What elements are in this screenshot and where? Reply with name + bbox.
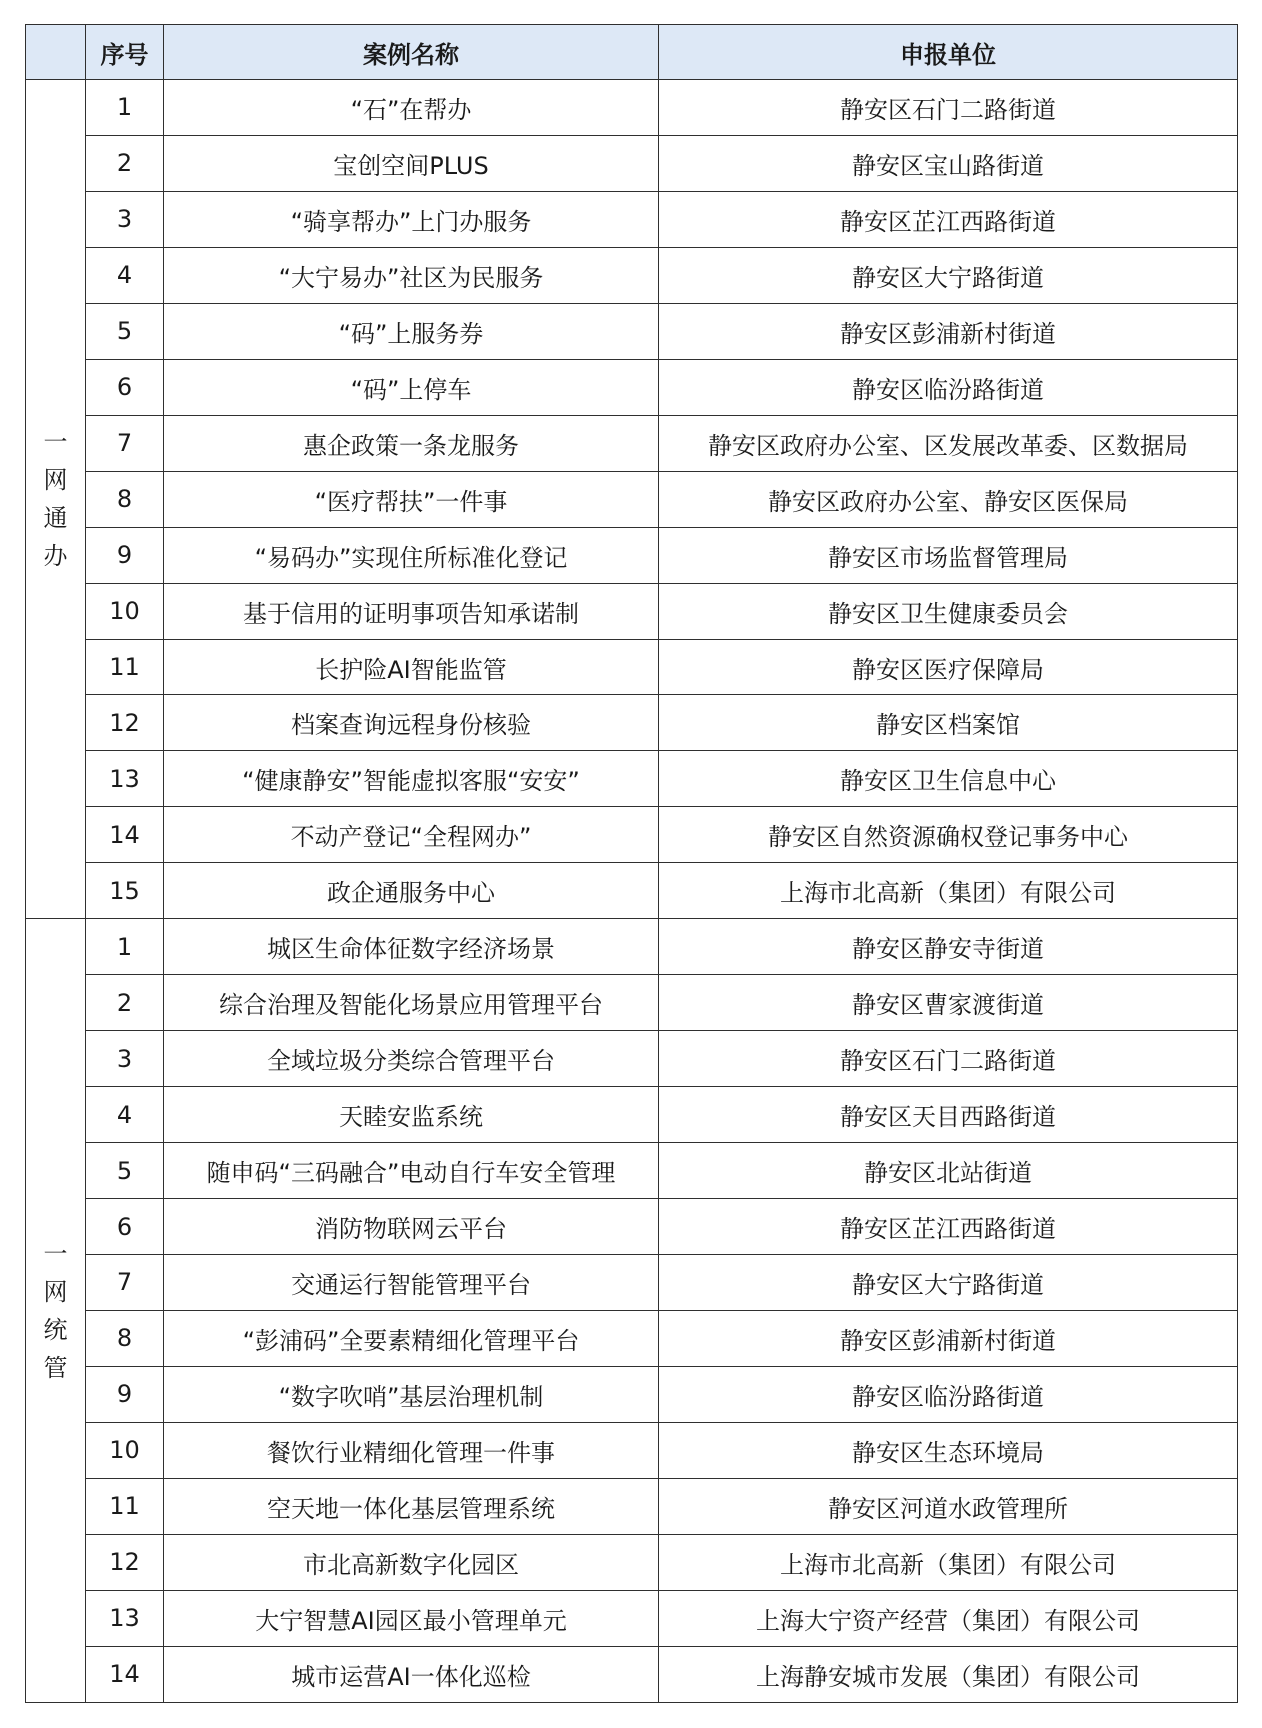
table-body bbox=[26, 80, 1238, 1703]
serial-number-cell: 2 bbox=[86, 975, 164, 1031]
reporting-unit-cell: 静安区档案馆 bbox=[659, 695, 1238, 751]
serial-number-cell: 13 bbox=[86, 751, 164, 807]
serial-number-cell: 14 bbox=[86, 807, 164, 863]
reporting-unit-cell: 静安区宝山路街道 bbox=[659, 135, 1238, 191]
case-name-cell: “石”在帮办 bbox=[164, 80, 659, 136]
case-name-cell: 消防物联网云平台 bbox=[164, 1199, 659, 1255]
serial-number-cell: 10 bbox=[86, 583, 164, 639]
reporting-unit-cell: 静安区彭浦新村街道 bbox=[659, 303, 1238, 359]
group-label bbox=[26, 80, 86, 919]
reporting-unit-cell: 静安区临汾路街道 bbox=[659, 359, 1238, 415]
reporting-unit-cell: 静安区天目西路街道 bbox=[659, 1087, 1238, 1143]
case-name-cell: 随申码“三码融合”电动自行车安全管理 bbox=[164, 1143, 659, 1199]
reporting-unit-cell: 上海市北高新（集团）有限公司 bbox=[659, 863, 1238, 919]
table-row bbox=[26, 135, 1238, 191]
table-row bbox=[26, 1255, 1238, 1311]
case-name-cell: 不动产登记“全程网办” bbox=[164, 807, 659, 863]
case-name-cell: “易码办”实现住所标准化登记 bbox=[164, 527, 659, 583]
header-category bbox=[26, 25, 86, 80]
serial-number-cell: 12 bbox=[86, 1534, 164, 1590]
table-row bbox=[26, 527, 1238, 583]
case-name-cell: 天睦安监系统 bbox=[164, 1087, 659, 1143]
table-row bbox=[26, 471, 1238, 527]
case-name-cell: 综合治理及智能化场景应用管理平台 bbox=[164, 975, 659, 1031]
reporting-unit-cell: 静安区大宁路街道 bbox=[659, 1255, 1238, 1311]
serial-number-cell: 9 bbox=[86, 1366, 164, 1422]
serial-number-cell: 7 bbox=[86, 415, 164, 471]
case-name-cell: “数字吹哨”基层治理机制 bbox=[164, 1366, 659, 1422]
table-row bbox=[26, 1478, 1238, 1534]
reporting-unit-cell: 静安区曹家渡街道 bbox=[659, 975, 1238, 1031]
table-row bbox=[26, 863, 1238, 919]
reporting-unit-cell: 静安区石门二路街道 bbox=[659, 1031, 1238, 1087]
case-name-cell: 空天地一体化基层管理系统 bbox=[164, 1478, 659, 1534]
case-name-cell: 宝创空间PLUS bbox=[164, 135, 659, 191]
reporting-unit-cell: 静安区临汾路街道 bbox=[659, 1366, 1238, 1422]
table-row bbox=[26, 807, 1238, 863]
table-row bbox=[26, 1646, 1238, 1702]
table-row bbox=[26, 191, 1238, 247]
serial-number-cell: 3 bbox=[86, 1031, 164, 1087]
case-table bbox=[25, 24, 1238, 1703]
table-row bbox=[26, 1199, 1238, 1255]
serial-number-cell: 6 bbox=[86, 1199, 164, 1255]
reporting-unit-cell: 静安区大宁路街道 bbox=[659, 247, 1238, 303]
table-row bbox=[26, 751, 1238, 807]
serial-number-cell: 5 bbox=[86, 303, 164, 359]
table-row bbox=[26, 1534, 1238, 1590]
case-name-cell: 档案查询远程身份核验 bbox=[164, 695, 659, 751]
table-row bbox=[26, 1590, 1238, 1646]
case-name-cell: 基于信用的证明事项告知承诺制 bbox=[164, 583, 659, 639]
table-row bbox=[26, 359, 1238, 415]
serial-number-cell: 14 bbox=[86, 1646, 164, 1702]
case-name-cell: 城区生命体征数字经济场景 bbox=[164, 919, 659, 975]
case-name-cell: 惠企政策一条龙服务 bbox=[164, 415, 659, 471]
case-name-cell: “健康静安”智能虚拟客服“安安” bbox=[164, 751, 659, 807]
reporting-unit-cell: 静安区北站街道 bbox=[659, 1143, 1238, 1199]
serial-number-cell: 7 bbox=[86, 1255, 164, 1311]
header-serial-number: 序号 bbox=[86, 25, 164, 80]
serial-number-cell: 12 bbox=[86, 695, 164, 751]
case-name-cell: “医疗帮扶”一件事 bbox=[164, 471, 659, 527]
reporting-unit-cell: 静安区政府办公室、区发展改革委、区数据局 bbox=[659, 415, 1238, 471]
reporting-unit-cell: 上海市北高新（集团）有限公司 bbox=[659, 1534, 1238, 1590]
reporting-unit-cell: 静安区芷江西路街道 bbox=[659, 1199, 1238, 1255]
reporting-unit-cell: 静安区石门二路街道 bbox=[659, 80, 1238, 136]
serial-number-cell: 4 bbox=[86, 1087, 164, 1143]
serial-number-cell: 1 bbox=[86, 919, 164, 975]
reporting-unit-cell: 静安区河道水政管理所 bbox=[659, 1478, 1238, 1534]
case-name-cell: 全域垃圾分类综合管理平台 bbox=[164, 1031, 659, 1087]
serial-number-cell: 8 bbox=[86, 471, 164, 527]
serial-number-cell: 10 bbox=[86, 1422, 164, 1478]
header-case-name: 案例名称 bbox=[164, 25, 659, 80]
serial-number-cell: 2 bbox=[86, 135, 164, 191]
table-row bbox=[26, 1143, 1238, 1199]
serial-number-cell: 9 bbox=[86, 527, 164, 583]
reporting-unit-cell: 静安区卫生信息中心 bbox=[659, 751, 1238, 807]
serial-number-cell: 6 bbox=[86, 359, 164, 415]
serial-number-cell: 11 bbox=[86, 639, 164, 695]
case-name-cell: 政企通服务中心 bbox=[164, 863, 659, 919]
case-name-cell: 市北高新数字化园区 bbox=[164, 1534, 659, 1590]
case-name-cell: “大宁易办”社区为民服务 bbox=[164, 247, 659, 303]
table-row bbox=[26, 1422, 1238, 1478]
case-name-cell: 交通运行智能管理平台 bbox=[164, 1255, 659, 1311]
table-row bbox=[26, 1087, 1238, 1143]
case-name-cell: 城市运营AI一体化巡检 bbox=[164, 1646, 659, 1702]
reporting-unit-cell: 静安区卫生健康委员会 bbox=[659, 583, 1238, 639]
case-name-cell: 餐饮行业精细化管理一件事 bbox=[164, 1422, 659, 1478]
case-name-cell: “码”上停车 bbox=[164, 359, 659, 415]
serial-number-cell: 13 bbox=[86, 1590, 164, 1646]
serial-number-cell: 11 bbox=[86, 1478, 164, 1534]
serial-number-cell: 5 bbox=[86, 1143, 164, 1199]
table-row bbox=[26, 695, 1238, 751]
group-label bbox=[26, 919, 86, 1703]
case-name-cell: “骑享帮办”上门办服务 bbox=[164, 191, 659, 247]
case-name-cell: 长护险AI智能监管 bbox=[164, 639, 659, 695]
reporting-unit-cell: 静安区生态环境局 bbox=[659, 1422, 1238, 1478]
reporting-unit-cell: 静安区自然资源确权登记事务中心 bbox=[659, 807, 1238, 863]
serial-number-cell: 3 bbox=[86, 191, 164, 247]
table-row bbox=[26, 1031, 1238, 1087]
group-label-text: 一网统管 bbox=[43, 1239, 68, 1382]
table-row bbox=[26, 415, 1238, 471]
table-row bbox=[26, 1310, 1238, 1366]
case-name-cell: 大宁智慧AI园区最小管理单元 bbox=[164, 1590, 659, 1646]
reporting-unit-cell: 静安区医疗保障局 bbox=[659, 639, 1238, 695]
table-row bbox=[26, 919, 1238, 975]
header-reporting-unit: 申报单位 bbox=[659, 25, 1238, 80]
serial-number-cell: 1 bbox=[86, 80, 164, 136]
table-row bbox=[26, 247, 1238, 303]
table-row bbox=[26, 583, 1238, 639]
reporting-unit-cell: 静安区市场监督管理局 bbox=[659, 527, 1238, 583]
table-row bbox=[26, 303, 1238, 359]
table-row bbox=[26, 80, 1238, 136]
serial-number-cell: 8 bbox=[86, 1310, 164, 1366]
reporting-unit-cell: 静安区彭浦新村街道 bbox=[659, 1310, 1238, 1366]
table-row bbox=[26, 639, 1238, 695]
serial-number-cell: 15 bbox=[86, 863, 164, 919]
case-name-cell: “码”上服务券 bbox=[164, 303, 659, 359]
reporting-unit-cell: 静安区政府办公室、静安区医保局 bbox=[659, 471, 1238, 527]
table-row bbox=[26, 975, 1238, 1031]
reporting-unit-cell: 上海大宁资产经营（集团）有限公司 bbox=[659, 1590, 1238, 1646]
reporting-unit-cell: 上海静安城市发展（集团）有限公司 bbox=[659, 1646, 1238, 1702]
table-header-row bbox=[26, 25, 1238, 80]
case-name-cell: “彭浦码”全要素精细化管理平台 bbox=[164, 1310, 659, 1366]
serial-number-cell: 4 bbox=[86, 247, 164, 303]
reporting-unit-cell: 静安区静安寺街道 bbox=[659, 919, 1238, 975]
group-label-text: 一网通办 bbox=[43, 428, 68, 571]
table-row bbox=[26, 1366, 1238, 1422]
reporting-unit-cell: 静安区芷江西路街道 bbox=[659, 191, 1238, 247]
